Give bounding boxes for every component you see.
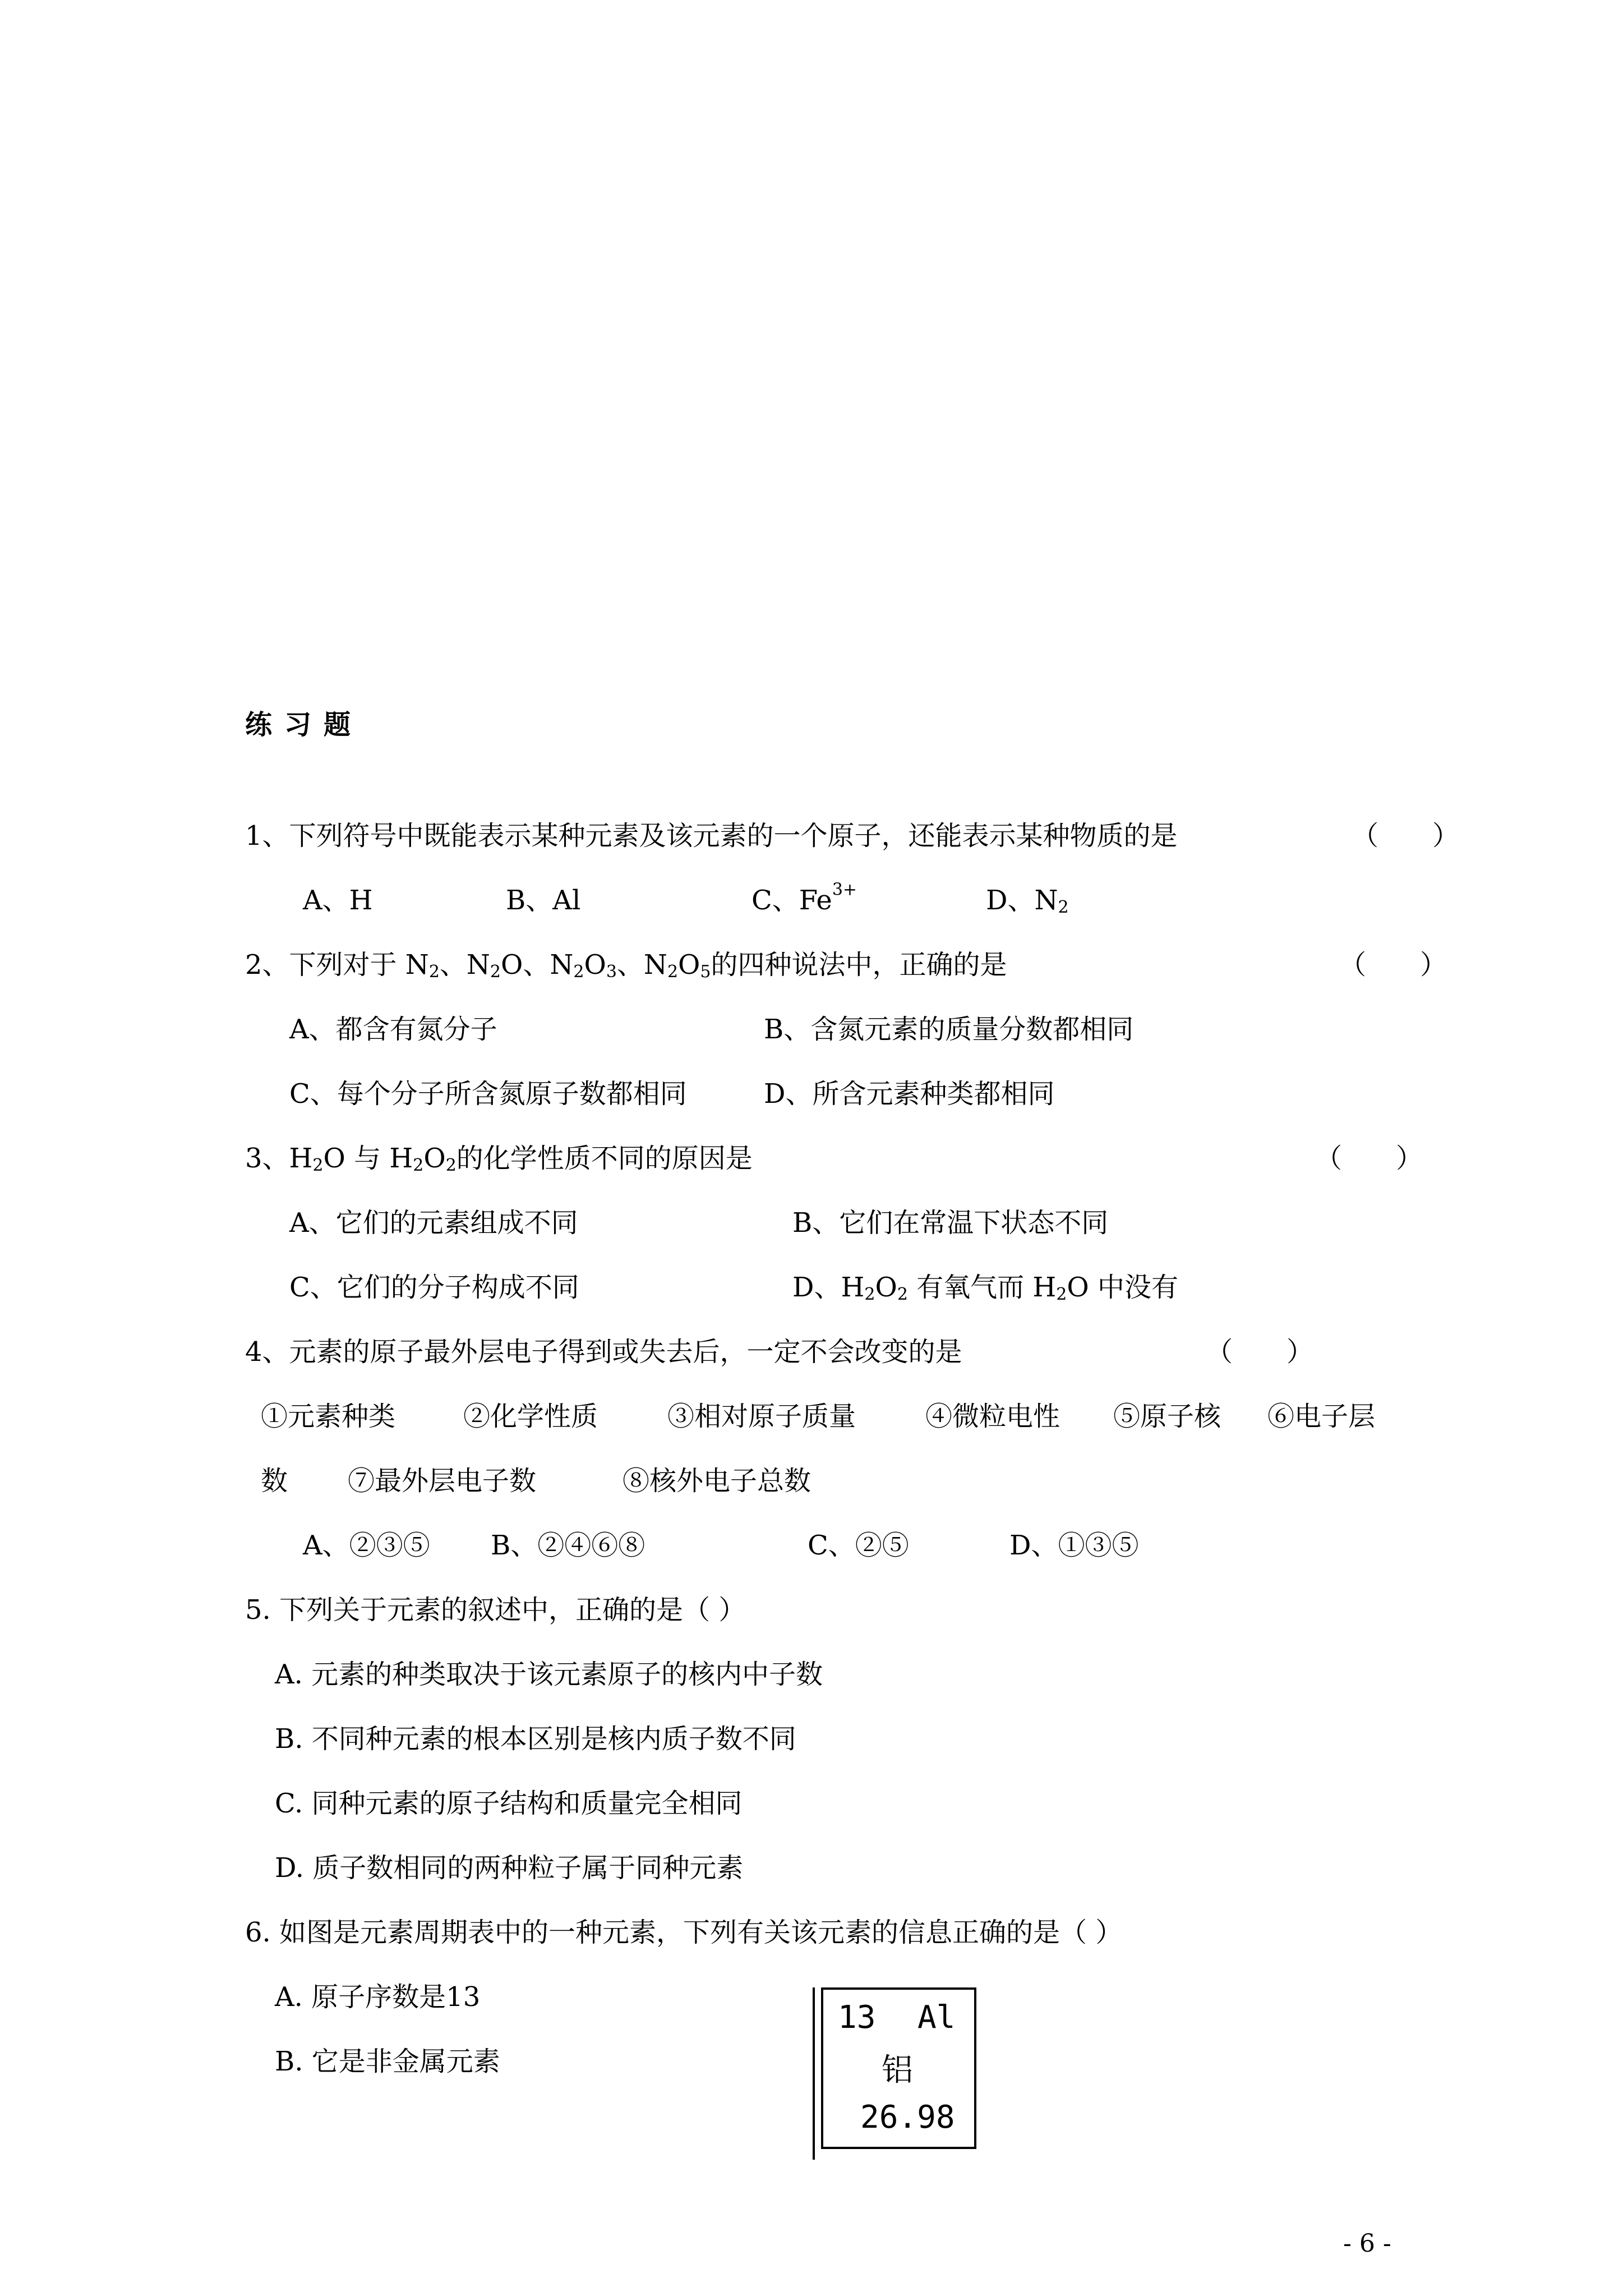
q4-option-b: B、②④⑥⑧ bbox=[491, 1530, 645, 1561]
q6-option-a: A. 原子序数是13 bbox=[275, 1981, 481, 2013]
q1-option-c: C、$Fe^{3+}$ bbox=[751, 880, 857, 916]
element-tile bbox=[821, 1987, 976, 2149]
q1-answer-paren: （ ） bbox=[1352, 820, 1460, 852]
q1-option-a: A、H bbox=[303, 885, 373, 916]
q6-option-b: B. 它是非金属元素 bbox=[275, 2046, 500, 2077]
q3-option-c: C、它们的分子构成不同 bbox=[289, 1272, 579, 1303]
q5-option-b: B. 不同种元素的根本区别是核内质子数不同 bbox=[275, 1723, 796, 1755]
q3-answer-paren: （ ） bbox=[1315, 1143, 1423, 1174]
atomic-number: 13 bbox=[838, 1999, 876, 2036]
element-name: 铝 bbox=[882, 2052, 913, 2088]
q4-option-d: D、①③⑤ bbox=[1009, 1530, 1139, 1561]
q2-option-b: B、含氮元素的质量分数都相同 bbox=[764, 1014, 1134, 1045]
q4-option-a: A、②③⑤ bbox=[303, 1530, 430, 1561]
q4-item: ⑥电子层 bbox=[1267, 1401, 1376, 1432]
q1-stem: 1、下列符号中既能表示某种元素及该元素的一个原子，还能表示某种物质的是 bbox=[245, 820, 1178, 852]
q1-option-d: D、$N_2$ bbox=[986, 885, 1069, 917]
q5-stem: 5. 下列关于元素的叙述中，正确的是（ ） bbox=[245, 1594, 746, 1626]
q3-option-b: B、它们在常温下状态不同 bbox=[792, 1207, 1109, 1239]
q4-item: ②化学性质 bbox=[463, 1401, 598, 1432]
q3-option-a: A、它们的元素组成不同 bbox=[289, 1207, 578, 1239]
q4-item: ③相对原子质量 bbox=[667, 1401, 856, 1432]
page-number: - 6 - bbox=[1343, 2229, 1391, 2258]
q5-option-c: C. 同种元素的原子结构和质量完全相同 bbox=[275, 1788, 743, 1819]
q3-stem: 3、$H_2O$ 与 $H_2O_2$的化学性质不同的原因是 bbox=[245, 1143, 753, 1175]
q4-item: ①元素种类 bbox=[261, 1401, 396, 1432]
q4-item: ⑧核外电子总数 bbox=[623, 1465, 811, 1497]
q4-option-c: C、②⑤ bbox=[808, 1530, 909, 1561]
q5-option-a: A. 元素的种类取决于该元素原子的核内中子数 bbox=[275, 1659, 823, 1690]
q2-option-d: D、所含元素种类都相同 bbox=[764, 1078, 1055, 1110]
q2-stem: 2、下列对于 $N_2$、$N_2O$、$N_2O_3$、$N_2O_5$的四种说法中，正确的是 bbox=[245, 949, 1007, 982]
q3-option-d: D、$H_2O_2$ 有氧气而 $H_2O$ 中没有 bbox=[792, 1272, 1179, 1304]
q4-item: 数 bbox=[261, 1465, 288, 1497]
q2-option-c: C、每个分子所含氮原子数都相同 bbox=[289, 1078, 687, 1110]
atomic-mass: 26.98 bbox=[860, 2099, 955, 2136]
q6-stem: 6. 如图是元素周期表中的一种元素，下列有关该元素的信息正确的是（ ） bbox=[245, 1917, 1123, 1948]
q2-option-a: A、都含有氮分子 bbox=[289, 1014, 497, 1045]
q5-option-d: D. 质子数相同的两种粒子属于同种元素 bbox=[275, 1852, 744, 1884]
element-tile-bar bbox=[813, 1987, 815, 2160]
q4-item: ⑦最外层电子数 bbox=[348, 1465, 537, 1497]
q4-item: ④微粒电性 bbox=[925, 1401, 1061, 1432]
q4-item: ⑤原子核 bbox=[1113, 1401, 1221, 1432]
q2-answer-paren: （ ） bbox=[1339, 949, 1447, 981]
q4-answer-paren: （ ） bbox=[1206, 1336, 1314, 1368]
section-title: 练习题 bbox=[245, 709, 363, 740]
q4-stem: 4、元素的原子最外层电子得到或失去后，一定不会改变的是 bbox=[245, 1336, 962, 1368]
element-symbol: Al bbox=[917, 1999, 956, 2036]
q1-option-b: B、Al bbox=[506, 885, 581, 916]
